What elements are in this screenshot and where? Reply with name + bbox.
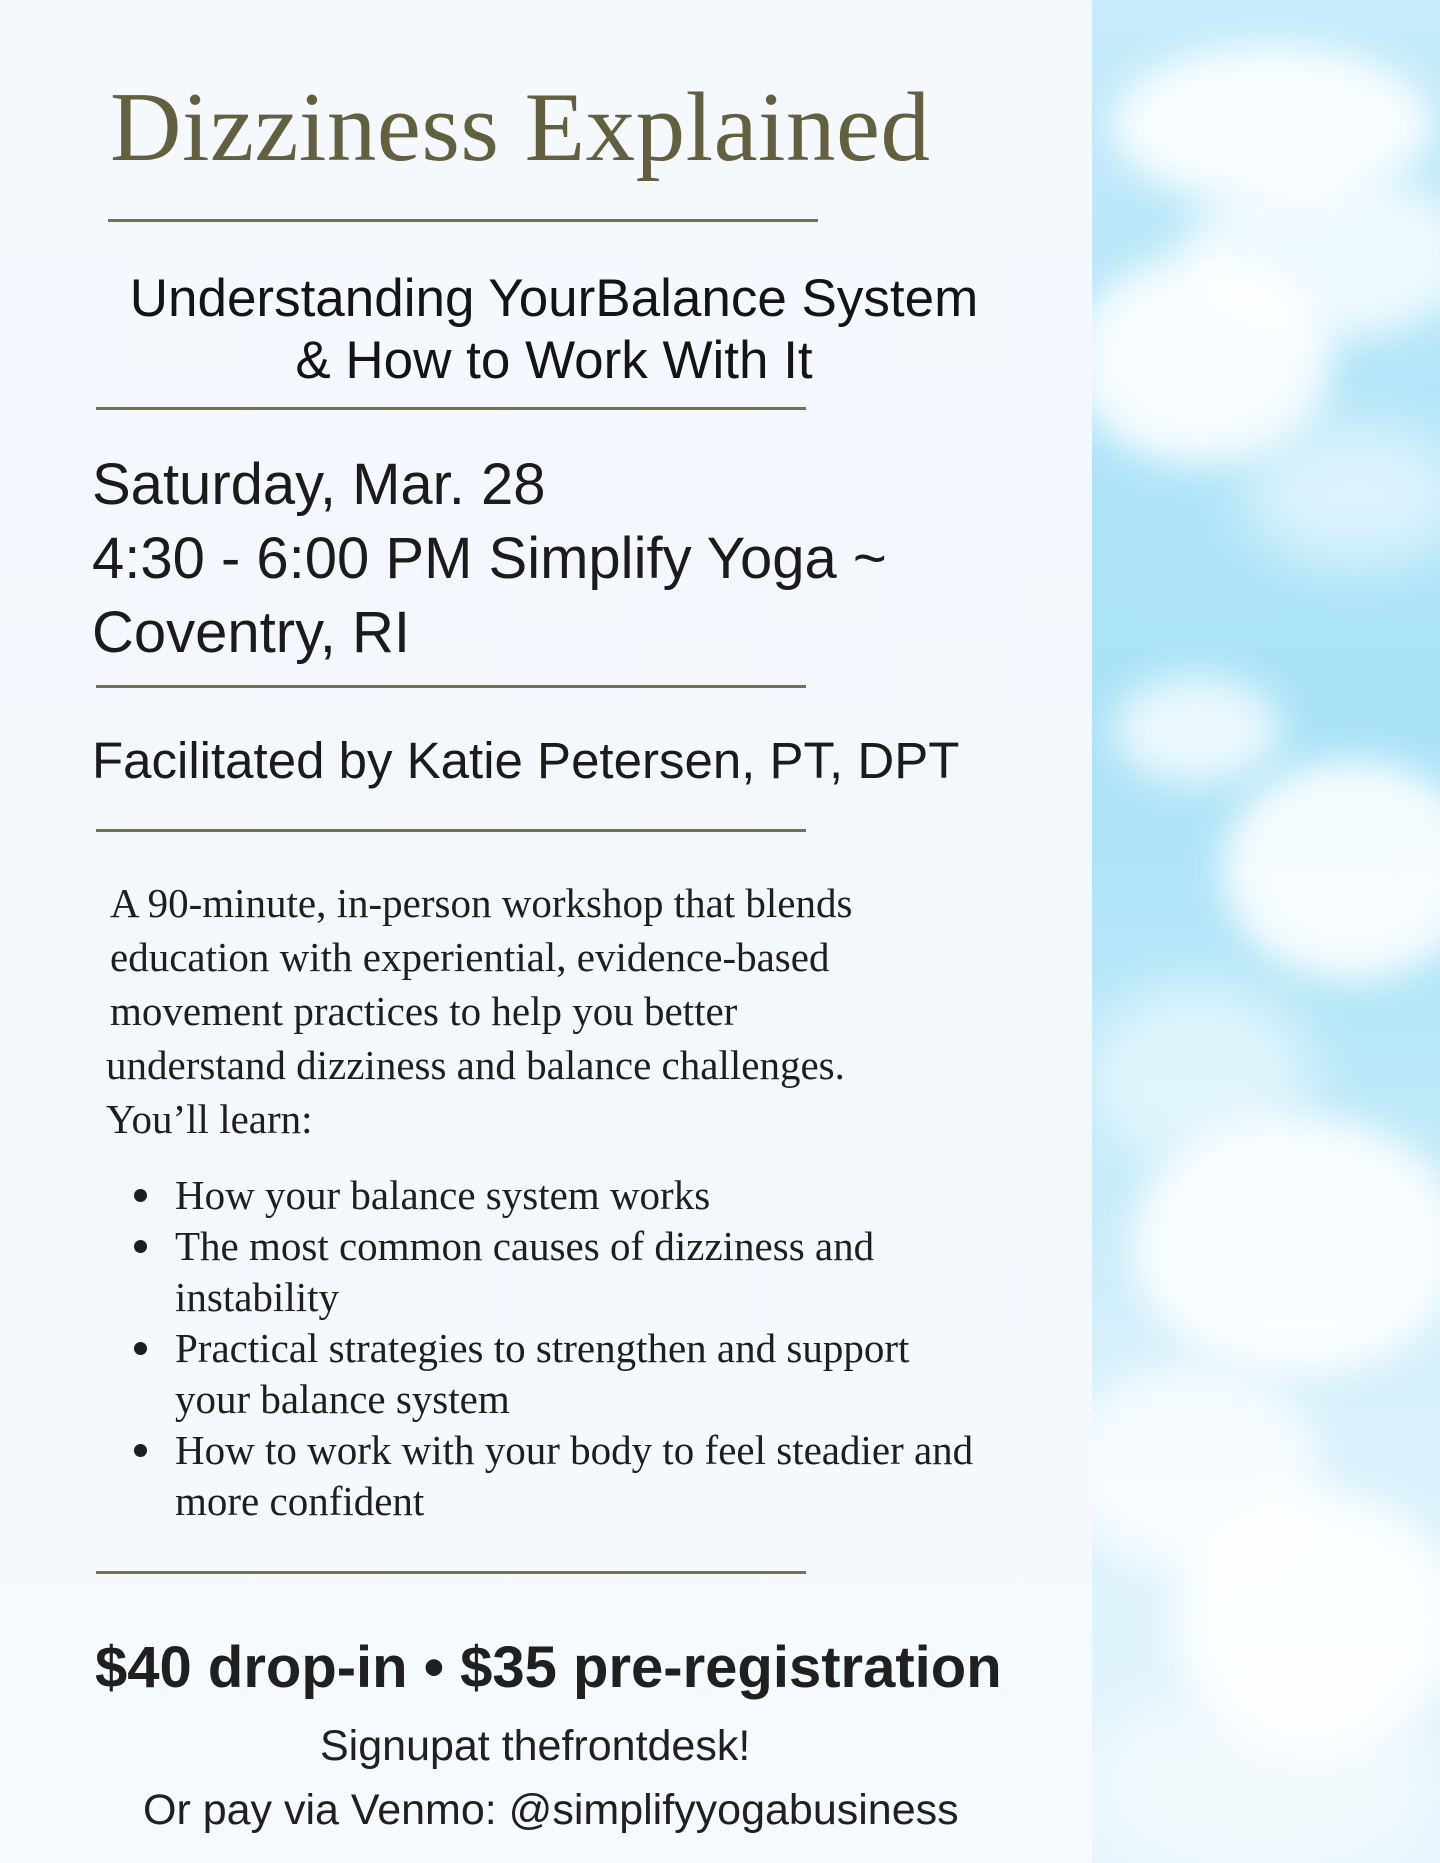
- event-time-location-line: 4:30 - 6:00 PM Simplify Yoga ~: [92, 526, 887, 591]
- description-line: A 90-minute, in-person workshop that blends: [110, 880, 853, 926]
- list-item: [130, 1425, 1050, 1527]
- cloud-shape: [1222, 760, 1440, 980]
- cloud-shape: [1132, 1115, 1440, 1375]
- list-item-text: more confident: [175, 1478, 425, 1524]
- divider-line: [108, 219, 818, 222]
- list-item-text: Practical strategies to strengthen and support: [175, 1325, 910, 1371]
- subtitle-line: & How to Work With It: [295, 331, 813, 390]
- facilitator-credit: Facilitated by Katie Petersen, PT, DPT: [92, 732, 960, 789]
- event-date-time-location: [92, 448, 887, 670]
- event-subtitle: [74, 268, 1034, 392]
- list-item: [130, 1170, 1050, 1221]
- list-item-text: instability: [175, 1274, 339, 1320]
- event-location-line: Coventry, RI: [92, 600, 411, 665]
- event-title: Dizziness Explained: [110, 73, 931, 182]
- divider-line: [96, 407, 806, 410]
- description-line: education with experiential, evidence-based: [110, 934, 830, 980]
- list-item: [130, 1323, 1050, 1425]
- signup-note: Signupat thefrontdesk!: [320, 1722, 751, 1770]
- bullet-icon: [134, 1189, 147, 1202]
- workshop-description: [106, 876, 1010, 1146]
- pricing-info: $40 drop-in • $35 pre-registration: [95, 1635, 1002, 1700]
- bullet-icon: [134, 1444, 147, 1457]
- divider-line: [96, 829, 806, 832]
- description-line: understand dizziness and balance challenges.: [106, 1042, 845, 1088]
- event-date: Saturday, Mar. 28: [92, 452, 546, 517]
- sky-cloud-image: [1092, 0, 1440, 1863]
- cloud-shape: [1092, 1690, 1432, 1863]
- divider-line: [96, 685, 806, 688]
- venmo-payment-info: Or pay via Venmo: @simplifyyogabusiness: [143, 1786, 959, 1834]
- list-item-text: How to work with your body to feel steadier and: [175, 1427, 974, 1473]
- divider-line: [96, 1571, 806, 1574]
- subtitle-line: Understanding YourBalance System: [129, 269, 979, 328]
- list-item-text: The most common causes of dizziness and: [175, 1223, 875, 1269]
- learn-intro: You’ll learn:: [106, 1096, 313, 1142]
- cloud-shape: [1112, 675, 1282, 785]
- list-item: [130, 1221, 1050, 1323]
- description-line: movement practices to help you better: [110, 988, 738, 1034]
- bullet-icon: [134, 1240, 147, 1253]
- learning-objectives-list: [130, 1170, 1050, 1527]
- list-item-text: your balance system: [175, 1376, 510, 1422]
- list-item-text: How your balance system works: [175, 1172, 711, 1218]
- bullet-icon: [134, 1342, 147, 1355]
